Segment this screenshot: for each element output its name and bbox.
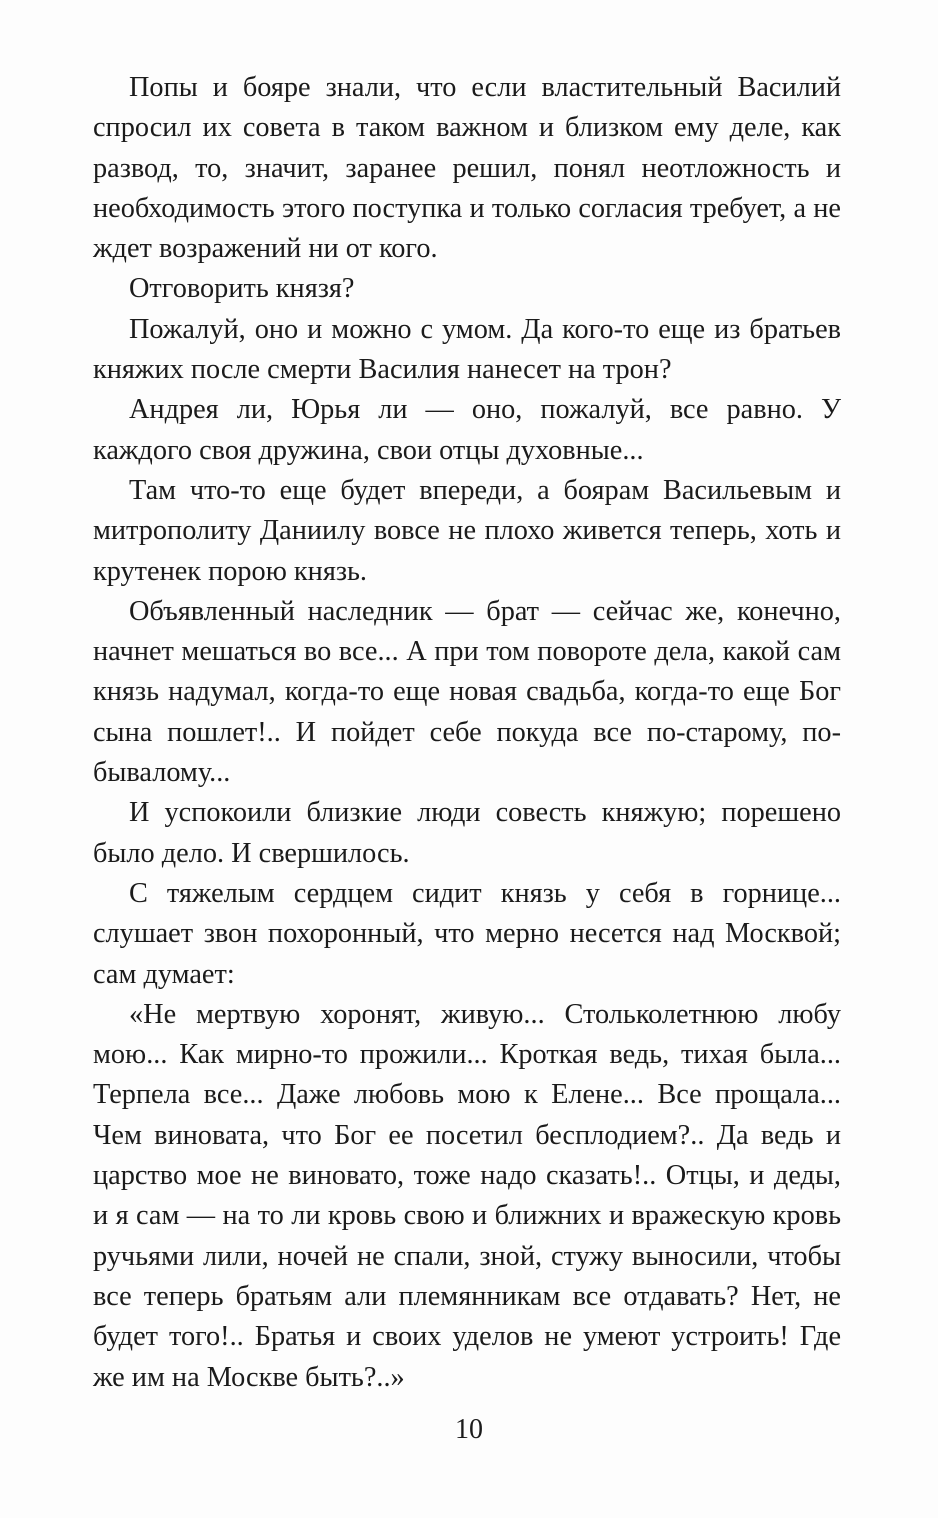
paragraph: Андрея ли, Юрья ли — оно, пожалуй, все равно. У каждого своя дружина, свои отцы духовные...	[93, 394, 841, 466]
paragraph: С тяжелым сердцем сидит князь у себя в горнице... слушает звон похоронный, что мерно несется над Москвой; сам думает:	[93, 877, 841, 990]
paragraph: Пожалуй, оно и можно с умом. Да кого-то еще из братьев княжих после смерти Василия нанесет на трон?	[93, 313, 841, 386]
paragraph: «Не мертвую хоронят, живую... Стольколетнюю любу мою... Как мирно-то прожили... Кроткая ведь, тихая была... Терпела все... Даже любовь мою к Елене... Все прощала... Чем виновата, что Бог ее посетил бесплодием?.. Да ведь и царство мое не виновато, тоже надо сказать!.. Отцы, и деды, и я сам — на то ли кровь свою и ближних и вражескую кровь ручьями лили, ночей не спали, зной, стужу выносили, чтобы все теперь братьям али племянникам все отдавать? Нет, не будет того!.. Братья и своих уделов не умеют устроить! Где же им на Москве быть?..»	[93, 998, 841, 1393]
paragraph: Объявленный наследник — брат — сейчас же, конечно, начнет мешаться во все... А при том повороте дела, какой сам князь надумал, когда-то еще новая свадьба, когда-то еще Бог сына пошлет!.. И пойдет себе покуда все по-старому, по-бывалому...	[93, 595, 841, 789]
paragraph: И успокоили близкие люди совесть княжую; порешено было дело. И свершилось.	[93, 797, 841, 869]
paragraph: Отговорить князя?	[129, 273, 355, 305]
paragraph: Там что-то еще будет впереди, а боярам Васильевым и митрополиту Даниилу вовсе не плохо живется теперь, хоть и крутенек порою князь.	[93, 474, 841, 587]
page-number: 10	[455, 1414, 483, 1445]
paragraph: Попы и бояре знали, что если властительный Василий спросил их совета в таком важном и близком ему деле, как развод, то, значит, заранее решил, понял неотложность и необходимость этого поступка и только согласия требует, а не ждет возражений ни от кого.	[93, 72, 841, 265]
body-text	[93, 68, 841, 1398]
